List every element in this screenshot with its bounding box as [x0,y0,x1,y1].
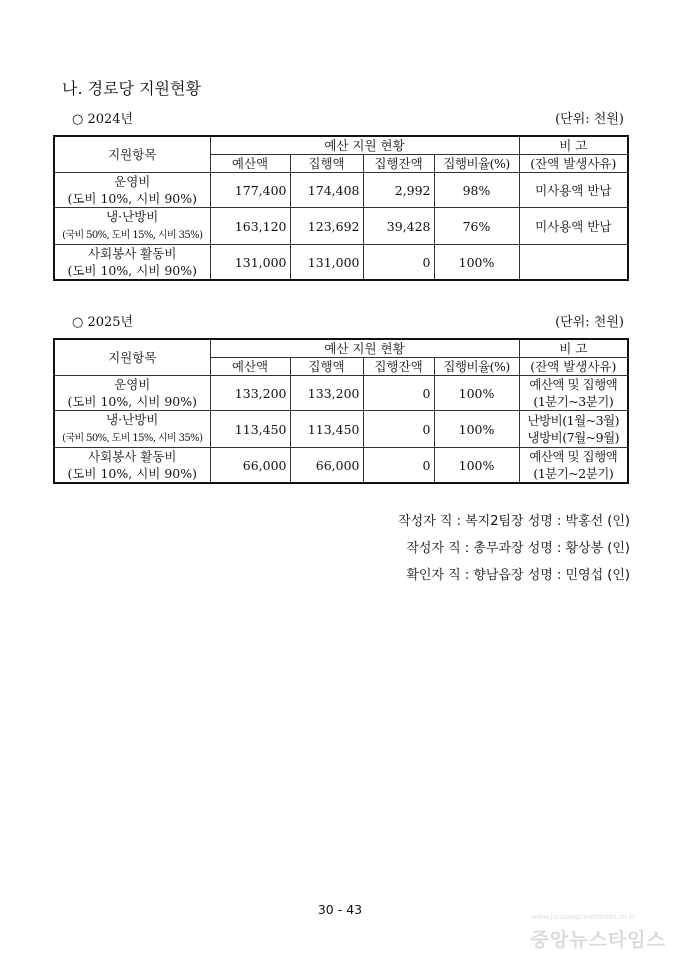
cell-exec: 123,692 [290,208,363,245]
cell-budget: 66,000 [210,448,290,484]
header-remark-sub: (잔액 발생사유) [519,358,628,376]
watermark-logo: 중앙뉴스타임스 [530,929,666,951]
cell-remark: 난방비(1월~3월) 냉방비(7월~9월) [519,411,628,448]
cell-remain: 0 [363,411,434,448]
cell-ratio: 100% [434,245,519,281]
cell-exec: 131,000 [290,245,363,281]
header-remain: 집행잔액 [363,155,434,173]
cell-remain: 0 [363,245,434,281]
header-remark-title: 비 고 [519,339,628,358]
header-ratio: 집행비율(%) [434,155,519,173]
cell-budget: 163,120 [210,208,290,245]
cell-exec: 113,450 [290,411,363,448]
cell-remark: 미사용액 반납 [519,208,628,245]
row-label: 사회봉사 활동비 (도비 10%, 시비 90%) [54,245,210,281]
watermark-url: www.jungangnewstimes.co.kr [531,913,636,921]
header-item: 지원항목 [54,339,210,376]
cell-budget: 133,200 [210,376,290,411]
year-label-2025: ○ 2025년 [72,315,134,330]
cell-remark: 예산액 및 집행액 (1분기~3분기) [519,376,628,411]
signature-line-1: 작성자 직 : 복지2팀장 성명 : 박홍선 (인) [398,514,630,529]
header-exec: 집행액 [290,358,363,376]
header-item: 지원항목 [54,136,210,173]
header-remark-sub: (잔액 발생사유) [519,155,628,173]
section-heading: 나. 경로당 지원현황 [62,79,201,98]
cell-remain: 0 [363,448,434,484]
cell-ratio: 98% [434,173,519,208]
cell-ratio: 76% [434,208,519,245]
row-label: 사회봉사 활동비 (도비 10%, 시비 90%) [54,448,210,484]
cell-ratio: 100% [434,448,519,484]
header-budget: 예산액 [210,155,290,173]
cell-remain: 39,428 [363,208,434,245]
page-number: 30 - 43 [317,902,363,917]
unit-label-2024: (단위: 천원) [555,112,624,127]
cell-remain: 2,992 [363,173,434,208]
support-table-2024 [53,135,629,281]
row-label: 운영비 (도비 10%, 시비 90%) [54,173,210,208]
cell-exec: 66,000 [290,448,363,484]
signature-line-2: 작성자 직 : 총무과장 성명 : 황상봉 (인) [406,541,630,556]
header-remain: 집행잔액 [363,358,434,376]
cell-remark: 예산액 및 집행액 (1분기~2분기) [519,448,628,484]
cell-ratio: 100% [434,376,519,411]
cell-budget: 177,400 [210,173,290,208]
cell-ratio: 100% [434,411,519,448]
cell-exec: 174,408 [290,173,363,208]
year-label-2024: ○ 2024년 [72,112,134,127]
header-remark-title: 비 고 [519,136,628,155]
header-ratio: 집행비율(%) [434,358,519,376]
row-label: 냉·난방비 (국비 50%, 도비 15%, 시비 35%) [54,208,210,245]
cell-remark: 미사용액 반납 [519,173,628,208]
cell-remark [519,245,628,281]
header-group: 예산 지원 현황 [210,136,519,155]
support-table-2025 [53,338,629,484]
row-label: 운영비 (도비 10%, 시비 90%) [54,376,210,411]
header-exec: 집행액 [290,155,363,173]
header-budget: 예산액 [210,358,290,376]
cell-remain: 0 [363,376,434,411]
header-group: 예산 지원 현황 [210,339,519,358]
signature-line-3: 확인자 직 : 향남읍장 성명 : 민영섭 (인) [406,568,630,583]
cell-budget: 131,000 [210,245,290,281]
row-label: 냉·난방비 (국비 50%, 도비 15%, 시비 35%) [54,411,210,448]
cell-exec: 133,200 [290,376,363,411]
cell-budget: 113,450 [210,411,290,448]
unit-label-2025: (단위: 천원) [555,315,624,330]
